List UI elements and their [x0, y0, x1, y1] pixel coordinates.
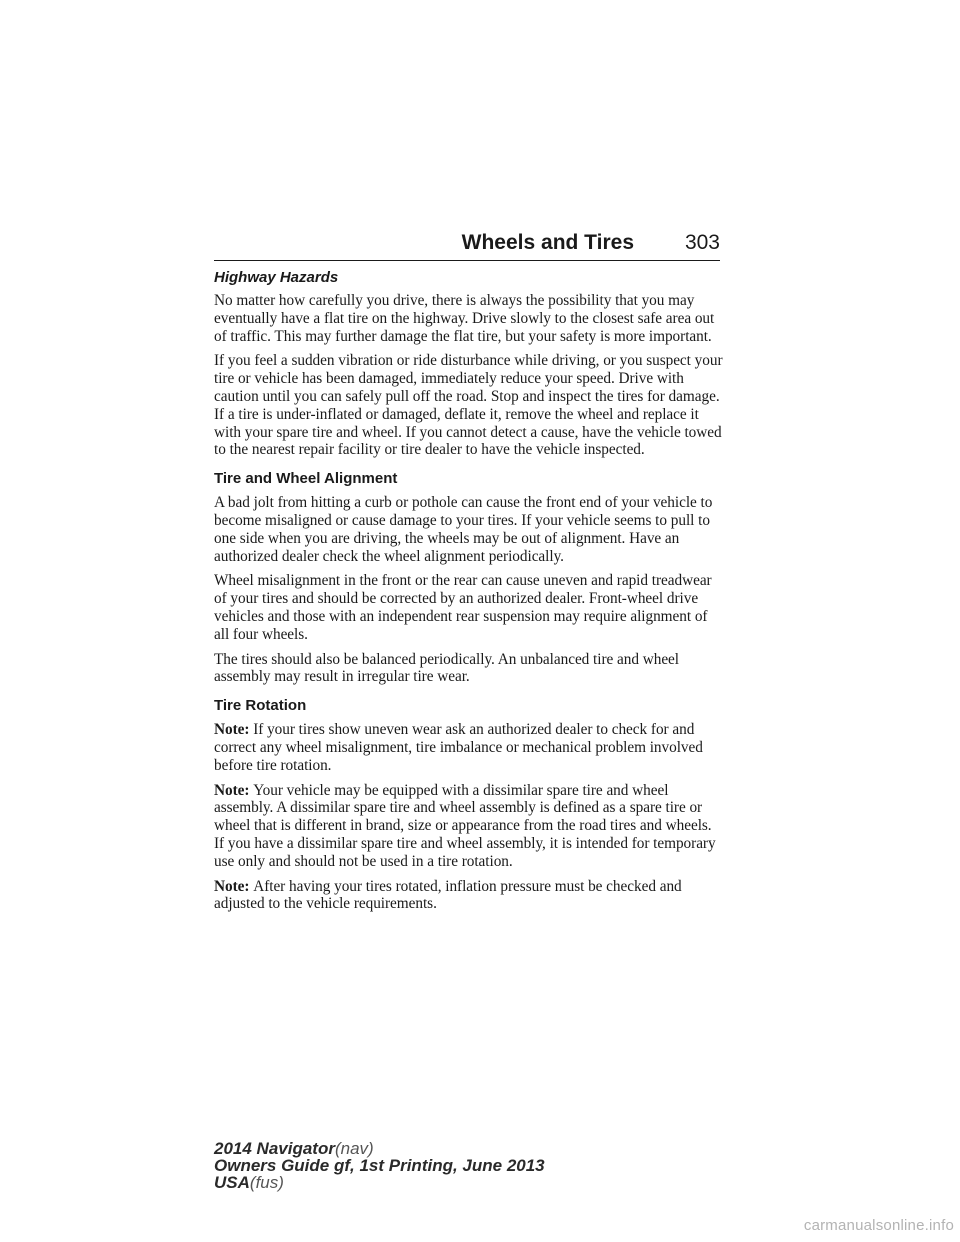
- page-header: [214, 230, 720, 261]
- note-label: Note:: [214, 877, 254, 895]
- note-text: After having your tires rotated, inflation pressure must be checked and adjusted to the vehicle requirements.: [214, 877, 682, 913]
- note-label: Note:: [214, 721, 254, 739]
- footer-line-printing: Owners Guide gf, 1st Printing, June 2013: [214, 1156, 545, 1175]
- page-content: [214, 268, 724, 920]
- paragraph: A bad jolt from hitting a curb or pothole can cause the front end of your vehicle to become misaligned or cause damage to your tires. If your vehicle seems to pull to one side when you are driving, the wheels may be out of alignment. Have an authorized dealer check the wheel alignment periodically.: [214, 494, 713, 565]
- note-paragraph: [214, 878, 724, 914]
- heading-highway-hazards: Highway Hazards: [214, 269, 339, 286]
- paragraph: Wheel misalignment in the front or the rear can cause uneven and rapid treadwear of your tires and should be corrected by an authorized dealer. Front-wheel drive vehicles and those with an independent rear suspension may require alignment of all four wheels.: [214, 572, 712, 643]
- paragraph: The tires should also be balanced periodically. An unbalanced tire and wheel assembly may result in irregular tire wear.: [214, 650, 679, 686]
- footer-market-code: (fus): [249, 1173, 284, 1192]
- note-text: Your vehicle may be equipped with a dissimilar spare tire and wheel assembly. A dissimilar spare tire and wheel assembly is defined as a spare tire or wheel that is different in brand, size or appearance from the road tires and wheels. If you have a dissimilar spare tire and wheel assembly, it is intended for temporary use only and should not be used in a tire rotation.: [214, 781, 716, 870]
- footer-market: USA: [214, 1173, 250, 1192]
- footer-model-code: (nav): [334, 1139, 374, 1158]
- heading-tire-wheel-alignment: Tire and Wheel Alignment: [214, 470, 398, 488]
- note-paragraph: [214, 721, 724, 774]
- paragraph: If you feel a sudden vibration or ride disturbance while driving, or you suspect your tire or vehicle has been damaged, immediately reduce your speed. Drive with caution until you can safely pull off the road. Stop and inspect the tires for damage. If a tire is under-inflated or damaged, deflate it, remove the wheel and replace it with your spare tire and wheel. If you cannot detect a cause, have the vehicle towed to the nearest repair facility or tire dealer to have the vehicle inspected.: [214, 352, 723, 459]
- section-title: Wheels and Tires: [461, 231, 634, 254]
- watermark: carmanualsonline.info: [803, 1217, 954, 1234]
- page-footer: [214, 1140, 545, 1191]
- heading-tire-rotation: Tire Rotation: [214, 697, 307, 715]
- note-label: Note:: [214, 781, 254, 799]
- footer-model: 2014 Navigator: [214, 1139, 335, 1158]
- note-text: If your tires show uneven wear ask an authorized dealer to check for and correct any wheel misalignment, tire imbalance or mechanical problem involved before tire rotation.: [214, 721, 703, 774]
- note-paragraph: [214, 782, 724, 871]
- page-number: 303: [684, 231, 720, 254]
- footer-line-model: [214, 1140, 545, 1157]
- paragraph: No matter how carefully you drive, there is always the possibility that you may eventually have a flat tire on the highway. Drive slowly to the closest safe area out of traffic. This may further damage the flat tire, but your safety is more important.: [214, 292, 715, 345]
- footer-line-market: [214, 1174, 545, 1191]
